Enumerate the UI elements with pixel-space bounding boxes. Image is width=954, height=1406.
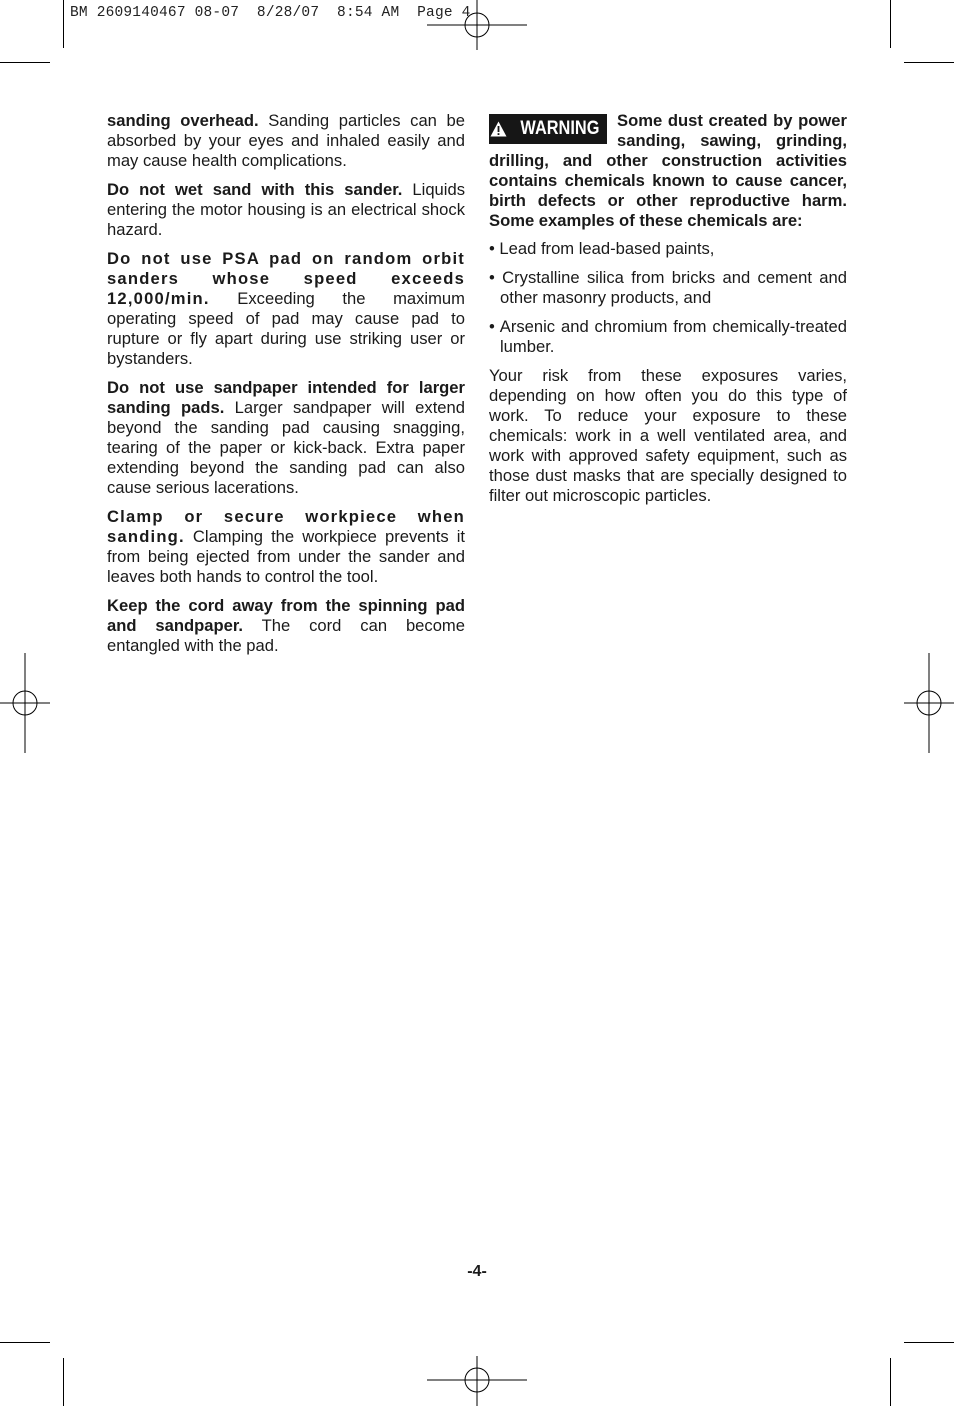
crop-mark [890,0,891,48]
safety-paragraph [107,249,465,369]
paragraph-body: Exceeding the maximum operating speed of pad may cause pad to rupture or fly apart during use striking user or bystanders. [107,289,465,368]
safety-paragraph [107,507,465,587]
safety-paragraph [107,378,465,498]
list-item: • Lead from lead-based paints, [489,239,715,258]
right-column [489,111,847,515]
list-item: • Arsenic and chromium from chemically-treated lumber. [489,317,847,356]
paragraph-lead: Do not use sandpaper intended for larger sanding pads. [107,378,465,417]
safety-paragraph [107,180,465,240]
paragraph-lead: sanding overhead. [107,111,259,130]
crop-mark [904,1342,954,1343]
crop-mark [63,0,64,48]
crop-mark [904,62,954,63]
warning-heading: Some dust created by power sanding, sawing, grinding, drilling, and other construction activities contains chemicals known to cause cancer, birth defects or other reproductive harm. Some examples of these chemicals are: [489,111,847,230]
paragraph-body: Liquids entering the motor housing is an electrical shock hazard. [107,180,465,239]
warning-badge [489,114,607,144]
paragraph-body: Clamping the workpiece prevents it from being ejected from under the sander and leaves both hands to control the tool. [107,527,465,586]
print-slug: BM 2609140467 08-07 8/28/07 8:54 AM Page 4 [70,5,471,21]
warning-block [489,111,847,231]
safety-paragraph [107,111,465,171]
safety-paragraph [107,596,465,656]
paragraph-body: Larger sandpaper will extend beyond the sanding pad causing snagging, tearing of the paper or kick-back. Extra paper extending beyond the sanding pad can also cause serious lacerations. [107,398,465,497]
crop-mark [63,1358,64,1406]
registration-mark-bottom [427,1356,527,1406]
paragraph-lead: Do not use PSA pad on random orbit sanders whose speed exceeds 12,000/min. [107,249,465,308]
paragraph-lead: Keep the cord away from the spinning pad and sandpaper. [107,596,465,635]
registration-mark-top [427,0,527,50]
crop-mark [0,1342,50,1343]
paragraph-lead: Do not wet sand with this sander. [107,180,403,199]
paragraph-body: The cord can become entangled with the pad. [107,616,465,655]
paragraph-body: Sanding particles can be absorbed by your eyes and inhaled easily and may cause health complications. [107,111,465,170]
list-item: • Crystalline silica from bricks and cement and other masonry products, and [489,268,847,307]
warning-triangle-icon [490,121,507,137]
crop-mark [890,1358,891,1406]
registration-mark-left [0,653,50,753]
crop-mark [0,62,50,63]
registration-mark-right [904,653,954,753]
page-number: -4- [467,1263,487,1280]
left-column [107,111,465,665]
closing-paragraph: Your risk from these exposures varies, depending on how often you do this type of work. To reduce your exposure to these chemicals: work in a well ventilated area, and work with approved safety equipment, such as those dust masks that are specially designed to filter out microscopic particles. [489,366,847,505]
warning-label: WARNING [520,118,600,139]
paragraph-lead: Clamp or secure workpiece when sanding. [107,507,465,546]
